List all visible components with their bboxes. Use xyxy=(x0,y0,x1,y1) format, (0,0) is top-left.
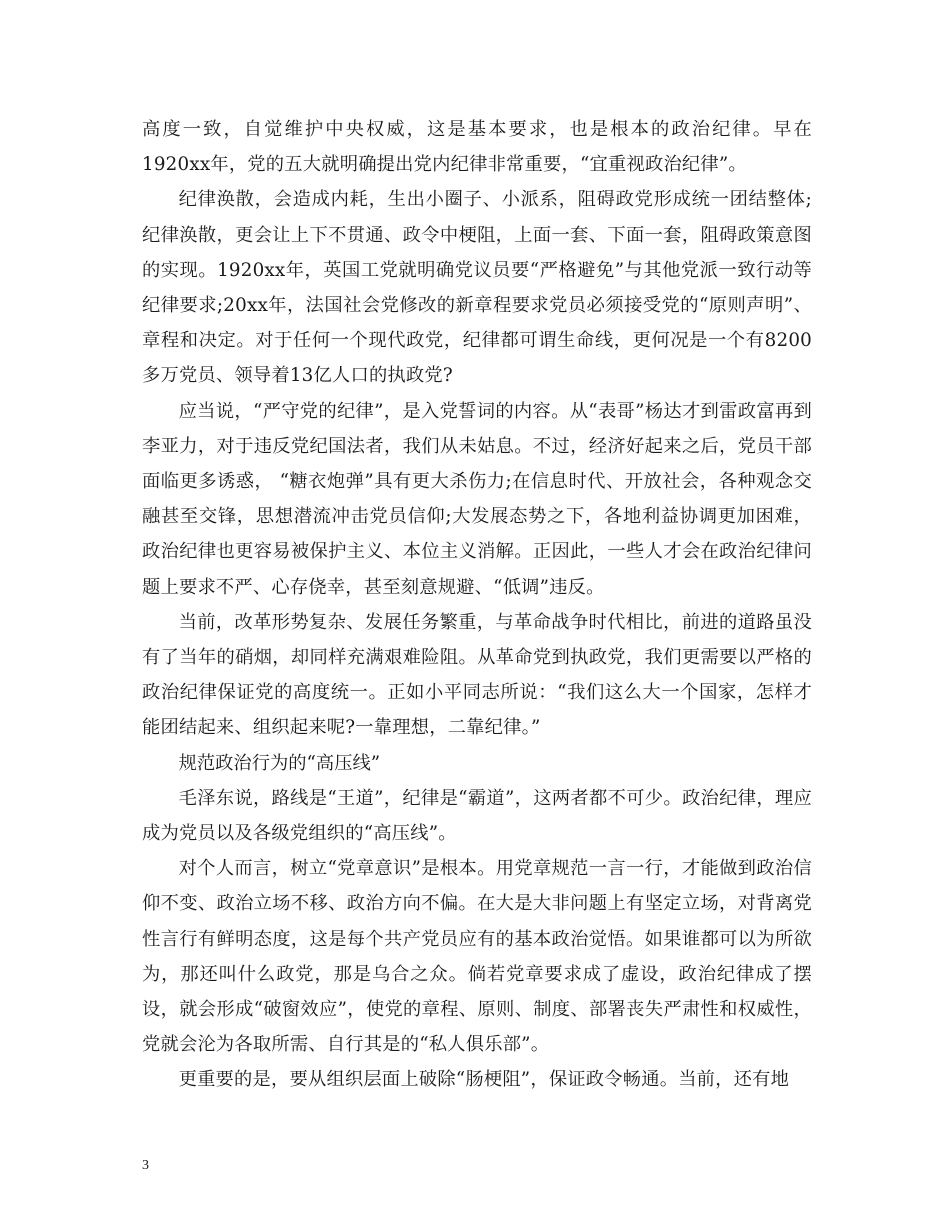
paragraph-7: 更重要的是，要从组织层面上破除“肠梗阻”，保证政令畅通。当前，还有地 xyxy=(178,1069,790,1091)
paragraph-2: 纪律涣散，会造成内耗，生出小圈子、小派系，阻碍政党形成统一团结整体;纪律涣散，更会让上下不贯通、政令中梗阻，上面一套、下面一套，阻碍政策意图的实现。1920xx年，英国工党就明确党议员要“严格避免”与其他党派一致行动等纪律要求;20xx年，法国社会党修改的新章程要求党员必须接受党的“原则声明”、章程和决定。对于任何一个现代政党，纪律都可谓生命线，更何况是一个有8200多万党员、领导着13亿人口的执政党? xyxy=(142,189,812,387)
paragraph-6: 对个人而言，树立“党章意识”是根本。用党章规范一言一行，才能做到政治信仰不变、政治立场不移、政治方向不偏。在大是大非问题上有坚定立场，对背离党性言行有鲜明态度，这是每个共产党员应有的基本政治觉悟。如果谁都可以为所欲为，那还叫什么政党，那是乌合之众。倘若党章要求成了虚设，政治纪律成了摆设，就会形成“破窗效应”，使党的章程、原则、制度、部署丧失严肃性和权威性，党就会沦为各取所需、自行其是的“私人俱乐部”。 xyxy=(142,858,812,1056)
paragraph-5: 毛泽东说，路线是“王道”，纪律是“霸道”，这两者都不可少。政治纪律，理应成为党员以及各级党组织的“高压线”。 xyxy=(142,787,812,845)
page-number: 3 xyxy=(142,1158,149,1173)
section-heading: 规范政治行为的“高压线” xyxy=(178,752,381,774)
paragraph-4: 当前，改革形势复杂、发展任务繁重，与革命战争时代相比，前进的道路虽没有了当年的硝烟，却同样充满艰难险阻。从革命党到执政党，我们更需要以严格的政治纪律保证党的高度统一。正如小平同志所说：“我们这么大一个国家，怎样才能团结起来、组织起来呢?一靠理想，二靠纪律。” xyxy=(142,611,812,739)
document-page xyxy=(142,112,812,1098)
paragraph-1: 高度一致，自觉维护中央权威，这是基本要求，也是根本的政治纪律。早在1920xx年，党的五大就明确提出党内纪律非常重要，“宜重视政治纪律”。 xyxy=(142,119,812,176)
paragraph-3: 应当说，“严守党的纪律”，是入党誓词的内容。从“表哥”杨达才到雷政富再到李亚力，对于违反党纪国法者，我们从未姑息。不过，经济好起来之后，党员干部面临更多诱惑， “糖衣炮弹”具有更大杀伤力;在信息时代、开放社会，各种观念交融甚至交锋，思想潜流冲击党员信仰;大发展态势之下，各地利益协调更加困难，政治纪律也更容易被保护主义、本位主义消解。正因此，一些人才会在政治纪律问题上要求不严、心存侥幸，甚至刻意规避、“低调”违反。 xyxy=(142,400,812,598)
